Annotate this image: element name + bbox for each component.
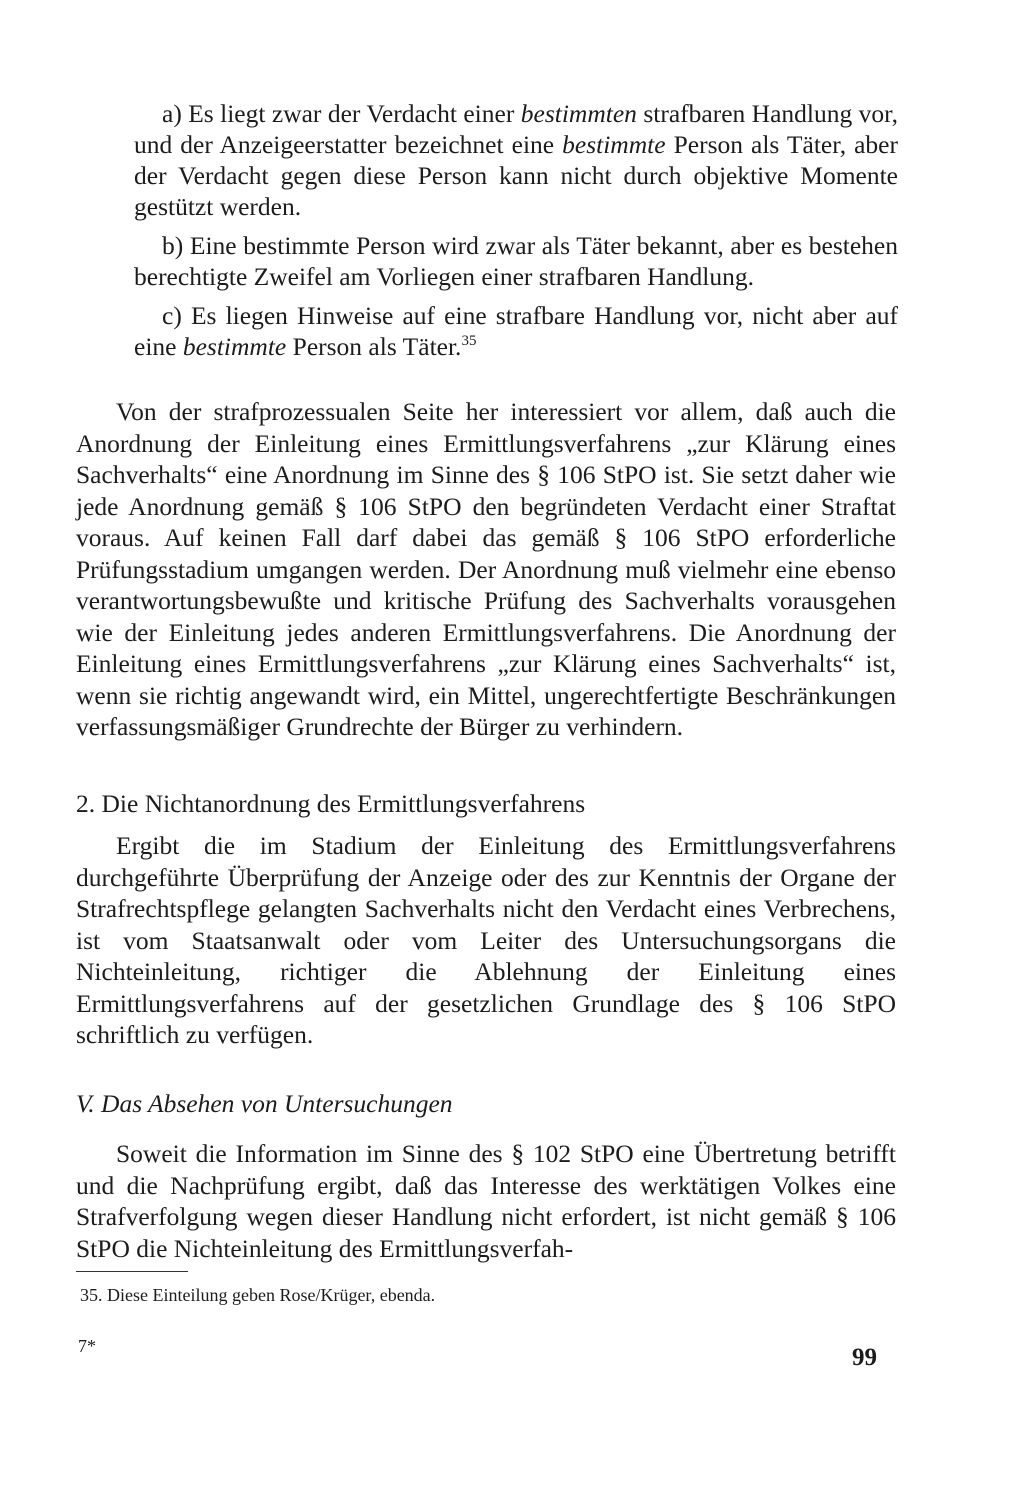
signature-mark: 7* [78, 1336, 96, 1356]
list-item-a-emphasis-1: bestimmten [520, 99, 637, 128]
list-item-a [134, 98, 898, 222]
list-item-c [134, 300, 898, 362]
paragraph-anordnung: Von der strafprozessualen Seite her interessiert vor allem, daß auch die Anordnung der Einleitung eines Ermittlungsverfahrens „zur Klärung eines Sachverhalts“ eine Anordnung im Sinne des § 106 StPO ist. Sie setzt daher wie jede Anordnung gemäß § 106 StPO den begründeten Verdacht einer Straftat voraus. Auf keinen Fall darf dabei das gemäß § 106 StPO erforderliche Prüfungsstadium umgangen werden. Der Anordnung muß vielmehr eine ebenso verantwortungsbewußte und kritische Prüfung des Sachverhalts vorausgehen wie der Einleitung jedes anderen Ermittlungsverfahrens. Die Anordnung der Einleitung eines Ermittlungsverfahrens „zur Klärung eines Sachverhalts“ ist, wenn sie richtig angewandt wird, ein Mittel, ungerechtfertigte Beschränkungen verfassungsmäßiger Grundrechte der Bürger zu verhindern. [76, 397, 896, 741]
list-item-c-emphasis: bestimmte [182, 332, 287, 361]
section-heading-2: 2. Die Nichtanordnung des Ermittlungsverfahrens [76, 789, 586, 818]
paragraph-anordnung-container [76, 396, 896, 743]
page-number: 99 [852, 1344, 877, 1371]
paragraph-absehen: Soweit die Information im Sinne des § 102 StPO eine Übertretung betrifft und die Nachprüfung ergibt, daß das Interesse des werktätigen Volkes eine Strafverfolgung wegen dieser Handlung nicht erfordert, ist nicht gemäß § 106 StPO die Nichteinleitung des Ermittlungsverfah- [76, 1139, 896, 1263]
list-item-c-text-end: Person als Täter. [286, 332, 462, 361]
list-item-a-text-middle: strafbaren Handlung vor, und der Anzeigeerstatter bezeichnet eine [134, 99, 898, 159]
list-item-a-emphasis-2: bestimmte [562, 130, 666, 159]
chapter-heading-v: V. Das Absehen von Untersuchungen [76, 1089, 453, 1118]
list-item-c-text-start: c) Es liegen Hinweise auf eine strafbare Handlung vor, nicht aber auf eine [134, 301, 898, 361]
footnote-divider [76, 1271, 188, 1272]
list-item-b: b) Eine bestimmte Person wird zwar als Täter bekannt, aber es bestehen berechtigte Zweifel am Vorliegen einer strafbaren Handlung. [134, 231, 898, 291]
list-item-a-text-start: a) Es liegt zwar der Verdacht einer [162, 99, 521, 128]
paragraph-nichtanordnung: Ergibt die im Stadium der Einleitung des Ermittlungsverfahrens durchgeführte Überprüfung der Anzeige oder des zur Kenntnis der Organe der Strafrechtspflege gelangten Sachverhalts nicht den Verdacht eines Verbrechens, ist vom Staatsanwalt oder vom Leiter des Untersuchungsorgans die Nichteinleitung, richtiger die Ablehnung der Einleitung eines Ermittlungsverfahrens auf der gesetzlichen Grundlage des § 106 StPO schriftlich zu verfügen. [76, 831, 896, 1049]
list-item-a-text-end: Person als Täter, aber der Verdacht gegen diese Person kann nicht durch objektive Momente gestützt werden. [134, 130, 898, 221]
paragraph-nichtanordnung-container [76, 830, 896, 1051]
enumerated-list [134, 98, 898, 370]
paragraph-absehen-container [76, 1138, 896, 1264]
footnote-reference[interactable]: 35 [461, 333, 477, 349]
footnote-35: 35. Diese Einteilung geben Rose/Krüger, ebenda. [80, 1285, 436, 1305]
